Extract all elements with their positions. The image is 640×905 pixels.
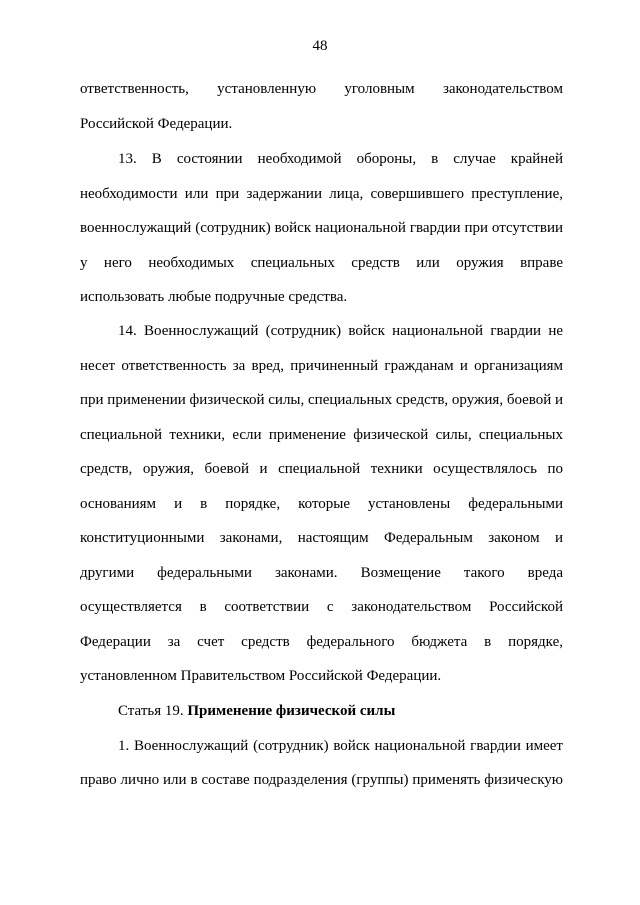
article-heading (118, 702, 395, 720)
text-line: право лично или в составе подразделения (группы) применять физическую (80, 772, 563, 788)
text-line: специальной техники, если применение физической силы, специальных (80, 427, 563, 443)
text-line: основаниям и в порядке, которые установлены федеральными (80, 496, 563, 512)
article-title: Применение физической силы (187, 703, 396, 719)
page-number: 48 (312, 38, 328, 54)
text-line: у него необходимых специальных средств или оружия вправе (80, 255, 563, 271)
text-line: Федерации за счет средств федерального бюджета в порядке, (80, 634, 563, 650)
text-line: несет ответственность за вред, причиненный гражданам и организациям (80, 358, 563, 374)
text-line: Российской Федерации. (80, 116, 233, 132)
text-line: другими федеральными законами. Возмещение такого вреда (80, 565, 563, 581)
article-prefix: Статья 19. (118, 703, 188, 719)
text-line: при применении физической силы, специальных средств, оружия, боевой и (80, 392, 564, 408)
text-line: использовать любые подручные средства. (80, 289, 348, 305)
text-line: необходимости или при задержании лица, совершившего преступление, (80, 186, 563, 202)
text-line: конституционными законами, настоящим Федеральным законом и (80, 530, 563, 546)
paragraph-1-start: 1. Военнослужащий (сотрудник) войск национальной гвардии имеет (118, 738, 563, 754)
text-line: осуществляется в соответствии с законодательством Российской (80, 599, 563, 615)
text-line: военнослужащий (сотрудник) войск национальной гвардии при отсутствии (80, 220, 563, 236)
paragraph-14-start: 14. Военнослужащий (сотрудник) войск национальной гвардии не (118, 323, 563, 339)
text-line: средств, оружия, боевой и специальной техники осуществлялось по (80, 461, 563, 477)
text-line: ответственность, установленную уголовным законодательством (80, 81, 563, 97)
paragraph-13-start: 13. В состоянии необходимой обороны, в случае крайней (118, 151, 563, 167)
text-line: установленном Правительством Российской Федерации. (80, 668, 442, 684)
